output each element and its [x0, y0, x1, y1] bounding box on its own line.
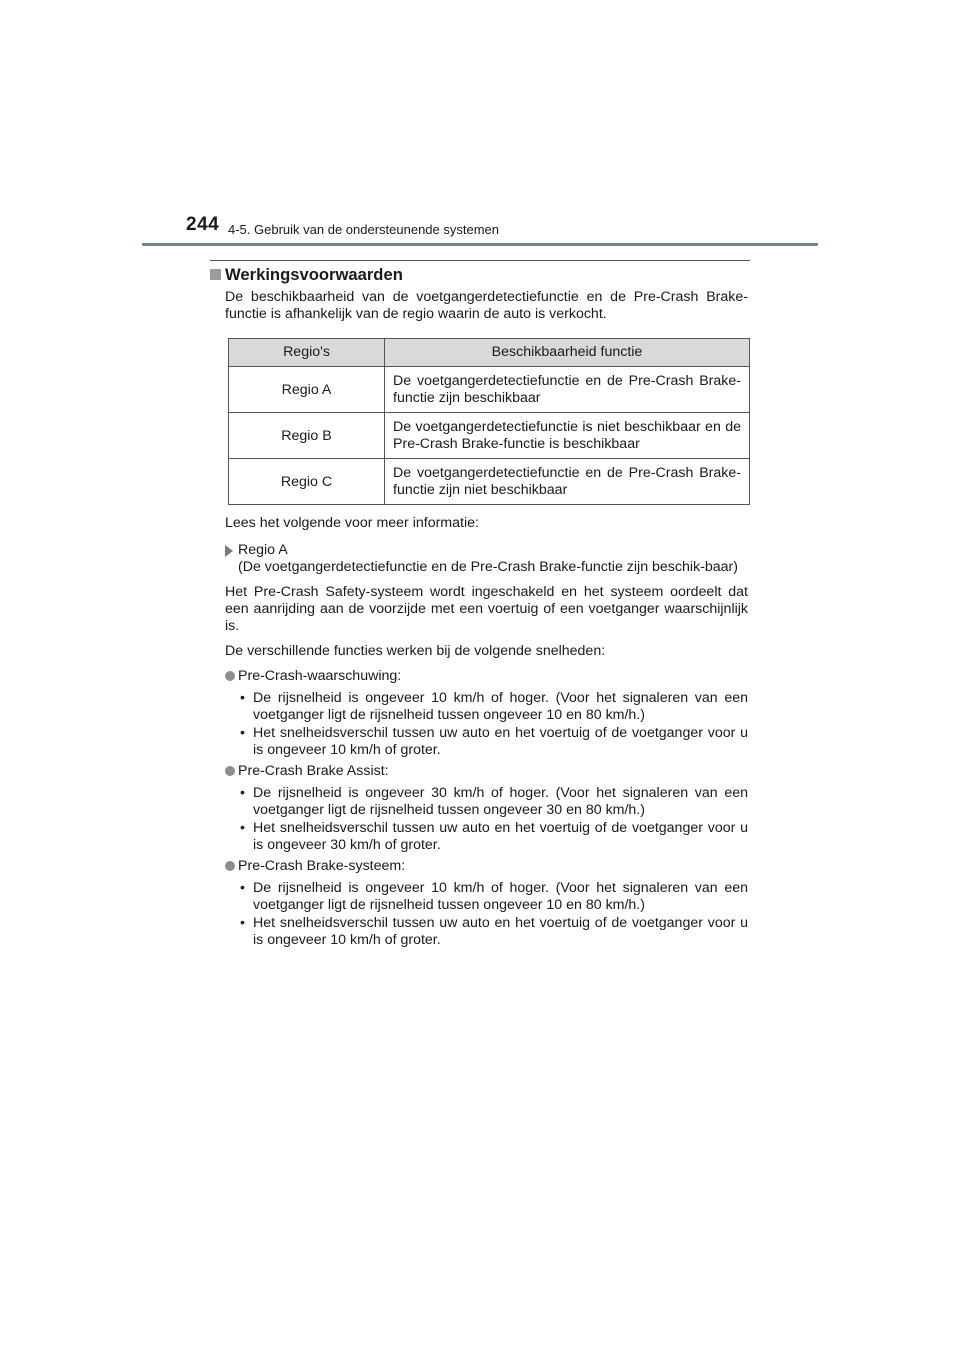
arrow-right-icon: [225, 545, 233, 557]
list-item-text: Het snelheidsverschil tussen uw auto en het voertuig of de voetganger voor u is ongeveer 10 km/h of groter.: [253, 915, 748, 948]
bullet-icon: •: [240, 785, 245, 801]
dot-icon: [225, 861, 235, 871]
availability-table: [228, 338, 750, 505]
more-info-text: Lees het volgende voor meer informatie:: [225, 515, 479, 531]
function-item: [225, 858, 748, 875]
header-divider: [142, 243, 818, 246]
table-row: [229, 367, 750, 413]
list-item-text: Het snelheidsverschil tussen uw auto en het voertuig of de voetganger voor u is ongeveer 10 km/h of groter.: [253, 725, 748, 758]
table-header-cell: Regio's: [229, 339, 385, 367]
page-content: [210, 266, 748, 949]
function-item: [225, 668, 748, 685]
section-heading: [210, 266, 748, 284]
table-header-cell: Beschikbaarheid functie: [385, 339, 750, 367]
section-intro: De beschikbaarheid van de voetgangerdetectiefunctie en de Pre-Crash Brake-functie is afhankelijk van de regio waarin de auto is verkocht.: [225, 289, 748, 322]
region-a-title: Regio A: [238, 542, 288, 558]
table-cell-region: Regio C: [229, 459, 385, 505]
table-cell-region: Regio A: [229, 367, 385, 413]
function-item: [225, 763, 748, 780]
list-item: [238, 690, 748, 724]
table-cell-description: De voetgangerdetectiefunctie en de Pre-Crash Brake-functie zijn beschikbaar: [385, 367, 750, 413]
table-cell-description: De voetgangerdetectiefunctie is niet beschikbaar en de Pre-Crash Brake-functie is beschikbaar: [385, 413, 750, 459]
list-item: [238, 785, 748, 819]
list-item: [238, 820, 748, 854]
region-a-subtitle: (De voetgangerdetectiefunctie en de Pre-Crash Brake-functie zijn beschik-baar): [238, 559, 738, 575]
list-item: [238, 915, 748, 949]
list-item-text: De rijsnelheid is ongeveer 10 km/h of hoger. (Voor het signaleren van een voetganger ligt de rijsnelheid tussen ongeveer 10 en 80 km/h.): [253, 690, 748, 723]
function-title: Pre-Crash-waarschuwing:: [238, 668, 402, 684]
section-divider: [210, 260, 750, 261]
bullet-icon: •: [240, 820, 245, 836]
bullet-icon: •: [240, 690, 245, 706]
table-cell-region: Regio B: [229, 413, 385, 459]
list-item-text: De rijsnelheid is ongeveer 30 km/h of hoger. (Voor het signaleren van een voetganger ligt de rijsnelheid tussen ongeveer 30 en 80 km/h.): [253, 785, 748, 818]
paragraph: De verschillende functies werken bij de volgende snelheden:: [225, 643, 606, 659]
table-cell-description: De voetgangerdetectiefunctie en de Pre-Crash Brake-functie zijn niet beschikbaar: [385, 459, 750, 505]
page-number: 244: [186, 214, 220, 235]
list-item: [238, 880, 748, 914]
bullet-icon: •: [240, 880, 245, 896]
region-a-item: [225, 542, 748, 576]
dot-icon: [225, 766, 235, 776]
section-heading-text: Werkingsvoorwaarden: [225, 265, 403, 284]
table-header-row: [229, 339, 750, 367]
list-item-text: De rijsnelheid is ongeveer 10 km/h of hoger. (Voor het signaleren van een voetganger ligt de rijsnelheid tussen ongeveer 10 en 80 km/h.): [253, 880, 748, 913]
dot-icon: [225, 671, 235, 681]
list-item-text: Het snelheidsverschil tussen uw auto en het voertuig of de voetganger voor u is ongeveer 30 km/h of groter.: [253, 820, 748, 853]
bullet-icon: •: [240, 915, 245, 931]
square-icon: [210, 269, 221, 280]
function-title: Pre-Crash Brake Assist:: [238, 763, 389, 779]
table-row: [229, 413, 750, 459]
paragraph: Het Pre-Crash Safety-systeem wordt ingeschakeld en het systeem oordeelt dat een aanrijding aan de voorzijde met een voertuig of een voetganger waarschijnlijk is.: [225, 584, 748, 634]
table-row: [229, 459, 750, 505]
chapter-title: 4-5. Gebruik van de ondersteunende systemen: [228, 222, 500, 237]
bullet-icon: •: [240, 725, 245, 741]
list-item: [238, 725, 748, 759]
function-title: Pre-Crash Brake-systeem:: [238, 858, 406, 874]
page-header: [0, 0, 960, 250]
